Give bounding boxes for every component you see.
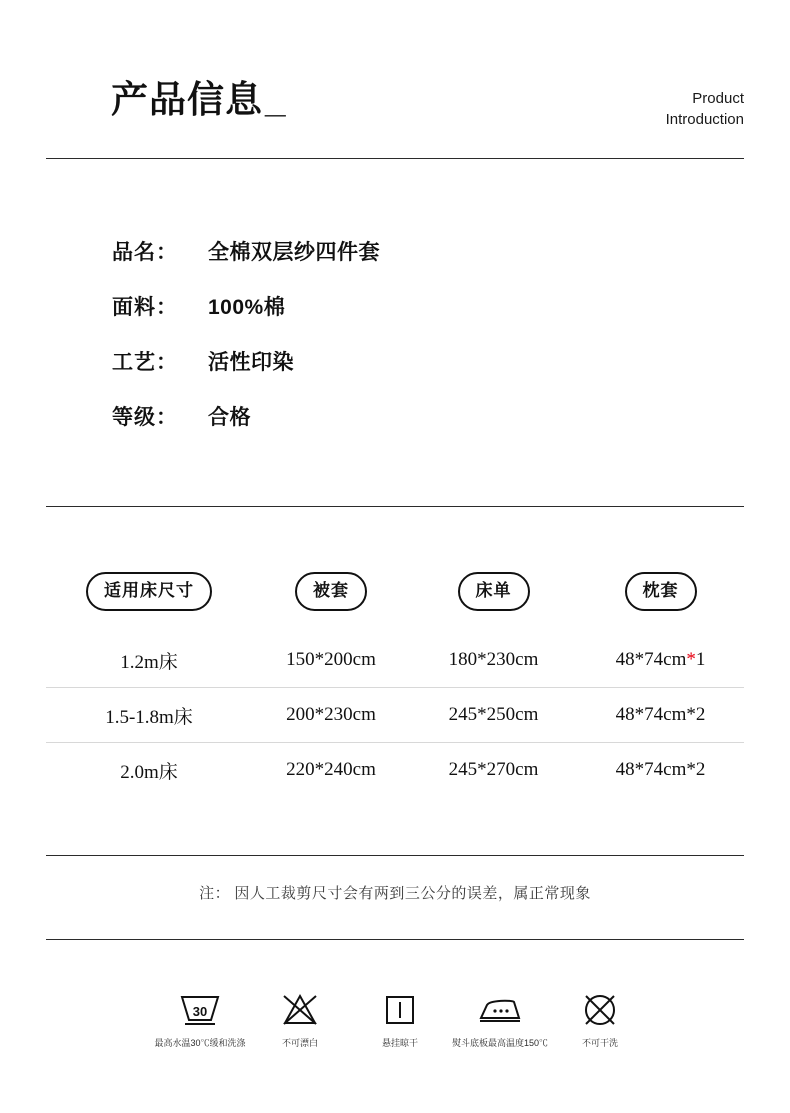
spec-row xyxy=(112,238,672,268)
header-pill-pillowcase: 枕套 xyxy=(625,572,697,611)
spec-label: 等级： xyxy=(112,406,178,429)
cell-pillowcase-count: 1 xyxy=(695,649,706,670)
svg-text:30: 30 xyxy=(192,1004,208,1019)
care-item-iron xyxy=(450,988,550,1049)
cell-pillowcase xyxy=(577,759,744,781)
table-row xyxy=(46,633,744,688)
cell-pillowcase-size: 48*74cm*2 xyxy=(615,704,706,725)
divider-top xyxy=(46,158,744,159)
header-pill-bed-sheet: 床单 xyxy=(458,572,530,611)
cell-bed-sheet: 245*270cm xyxy=(448,759,539,780)
title-underscore: _ xyxy=(265,79,287,120)
care-label: 熨斗底板最高温度150℃ xyxy=(451,1038,549,1048)
size-table-header-cell xyxy=(252,572,410,611)
cell-quilt-cover: 200*230cm xyxy=(286,704,376,725)
spec-row xyxy=(112,293,672,323)
cell-bed-sheet: 180*230cm xyxy=(448,649,539,670)
cell-bed-size: 1.2m床 xyxy=(120,651,178,673)
cell-quilt-cover: 150*200cm xyxy=(286,649,376,670)
care-item-dry xyxy=(350,988,450,1049)
line-dry-hang-icon xyxy=(383,988,417,1032)
care-label: 不可干洗 xyxy=(581,1038,618,1048)
care-label: 不可漂白 xyxy=(281,1038,318,1048)
care-item-dry-clean xyxy=(550,988,650,1049)
cell-pillowcase xyxy=(577,649,744,671)
page-title-english-line1: Product xyxy=(692,90,744,107)
spec-list xyxy=(112,238,672,458)
spec-value: 100%棉 xyxy=(208,296,286,319)
size-table-header-cell xyxy=(577,572,744,611)
table-row xyxy=(46,743,744,797)
cell-bed-size: 1.5-1.8m床 xyxy=(105,706,193,728)
note-text: 注： 因人工裁剪尺寸会有两到三公分的误差，属正常现象 xyxy=(199,886,591,902)
do-not-bleach-icon xyxy=(280,988,320,1032)
iron-150-degrees-icon xyxy=(476,988,524,1032)
cell-pillowcase-star: * xyxy=(686,649,696,670)
size-table xyxy=(46,572,744,797)
size-table-header-cell xyxy=(410,572,577,611)
care-item-bleach xyxy=(250,988,350,1049)
spec-label: 品名： xyxy=(112,241,178,264)
care-item-wash xyxy=(150,988,250,1049)
spec-row xyxy=(112,403,672,433)
divider-note-top xyxy=(46,855,744,856)
page-title-text: 产品信息 xyxy=(111,79,263,120)
cell-pillowcase xyxy=(577,704,744,726)
header-pill-bed-size: 适用床尺寸 xyxy=(86,572,212,611)
table-row xyxy=(46,688,744,743)
size-table-body xyxy=(46,633,744,797)
header-pill-quilt-cover: 被套 xyxy=(295,572,367,611)
divider-middle xyxy=(46,506,744,507)
size-table-header-cell xyxy=(46,572,252,611)
spec-row xyxy=(112,348,672,378)
do-not-dry-clean-icon xyxy=(582,988,618,1032)
care-instructions xyxy=(150,988,650,1049)
cell-pillowcase-size: 48*74cm xyxy=(615,649,687,670)
cell-bed-sheet: 245*250cm xyxy=(448,704,539,725)
spec-value: 合格 xyxy=(208,406,251,429)
care-label: 最高水温30℃缓和洗涤 xyxy=(154,1038,246,1048)
spec-value: 活性印染 xyxy=(208,351,294,374)
cell-pillowcase-size: 48*74cm*2 xyxy=(615,759,706,780)
page-title-english-line2: Introduction xyxy=(665,111,744,128)
size-table-header-row xyxy=(46,572,744,611)
cell-quilt-cover: 220*240cm xyxy=(286,759,376,780)
spec-label: 工艺： xyxy=(112,351,178,374)
spec-value: 全棉双层纱四件套 xyxy=(208,241,380,264)
page-header xyxy=(46,78,744,150)
page-title-english xyxy=(666,88,744,130)
cell-bed-size: 2.0m床 xyxy=(120,761,178,783)
care-label: 悬挂晾干 xyxy=(381,1038,418,1048)
spec-label: 面料： xyxy=(112,296,178,319)
page-title xyxy=(111,78,287,122)
wash-30-degrees-gentle-icon xyxy=(178,988,222,1032)
divider-note-bottom xyxy=(46,939,744,940)
